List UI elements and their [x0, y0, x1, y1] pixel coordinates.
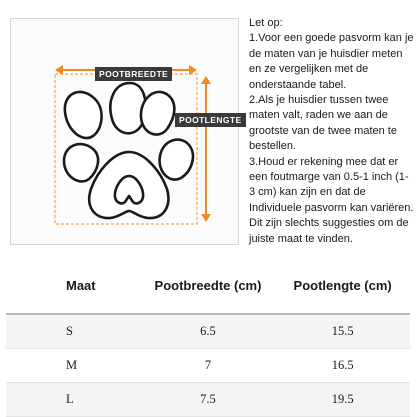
- length-cell: 16.5: [275, 349, 410, 383]
- sizing-note: [249, 16, 414, 247]
- size-cell: L: [6, 383, 141, 417]
- header-size: Maat: [6, 258, 141, 314]
- table-row: [6, 314, 410, 349]
- length-cell: 15.5: [275, 314, 410, 349]
- length-arrow: [201, 76, 211, 222]
- note-step-3: 3.Houd er rekening mee dat er een foutmarge van 0.5-1 inch (1-3 cm) kan zijn en dat de Individuele pasvorm kan variëren.: [249, 155, 414, 214]
- note-step-1: 1.Voor een goede pasvorm kan je de maten van je huisdier meten en ze vergelijken met de onderstaande tabel.: [249, 32, 414, 91]
- table-row: [6, 349, 410, 383]
- paw-diagram: [10, 18, 242, 245]
- size-cell: M: [6, 349, 141, 383]
- width-cell: 7.5: [141, 383, 276, 417]
- paw-length-tag: POOTLENGTE: [175, 113, 246, 127]
- header-paw-length: Pootlengte (cm): [275, 258, 410, 314]
- width-cell: 7: [141, 349, 276, 383]
- table-header-row: [6, 258, 410, 314]
- size-table: [6, 258, 410, 417]
- dog-paw-icon: [64, 83, 193, 218]
- size-cell: S: [6, 314, 141, 349]
- paw-diagram-svg: [11, 19, 240, 246]
- note-step-2: 2.Als je huisdier tussen twee maten valt, raden we aan de grootste van de twee maten te bestellen.: [249, 94, 397, 153]
- table-row: [6, 383, 410, 417]
- width-cell: 6.5: [141, 314, 276, 349]
- length-cell: 19.5: [275, 383, 410, 417]
- note-heading: Let op:: [249, 17, 283, 29]
- header-paw-width: Pootbreedte (cm): [141, 258, 276, 314]
- note-footer: Dit zijn slechts suggesties om de juiste maat te vinden.: [249, 217, 409, 245]
- paw-width-tag: POOTBREEDTE: [95, 67, 172, 81]
